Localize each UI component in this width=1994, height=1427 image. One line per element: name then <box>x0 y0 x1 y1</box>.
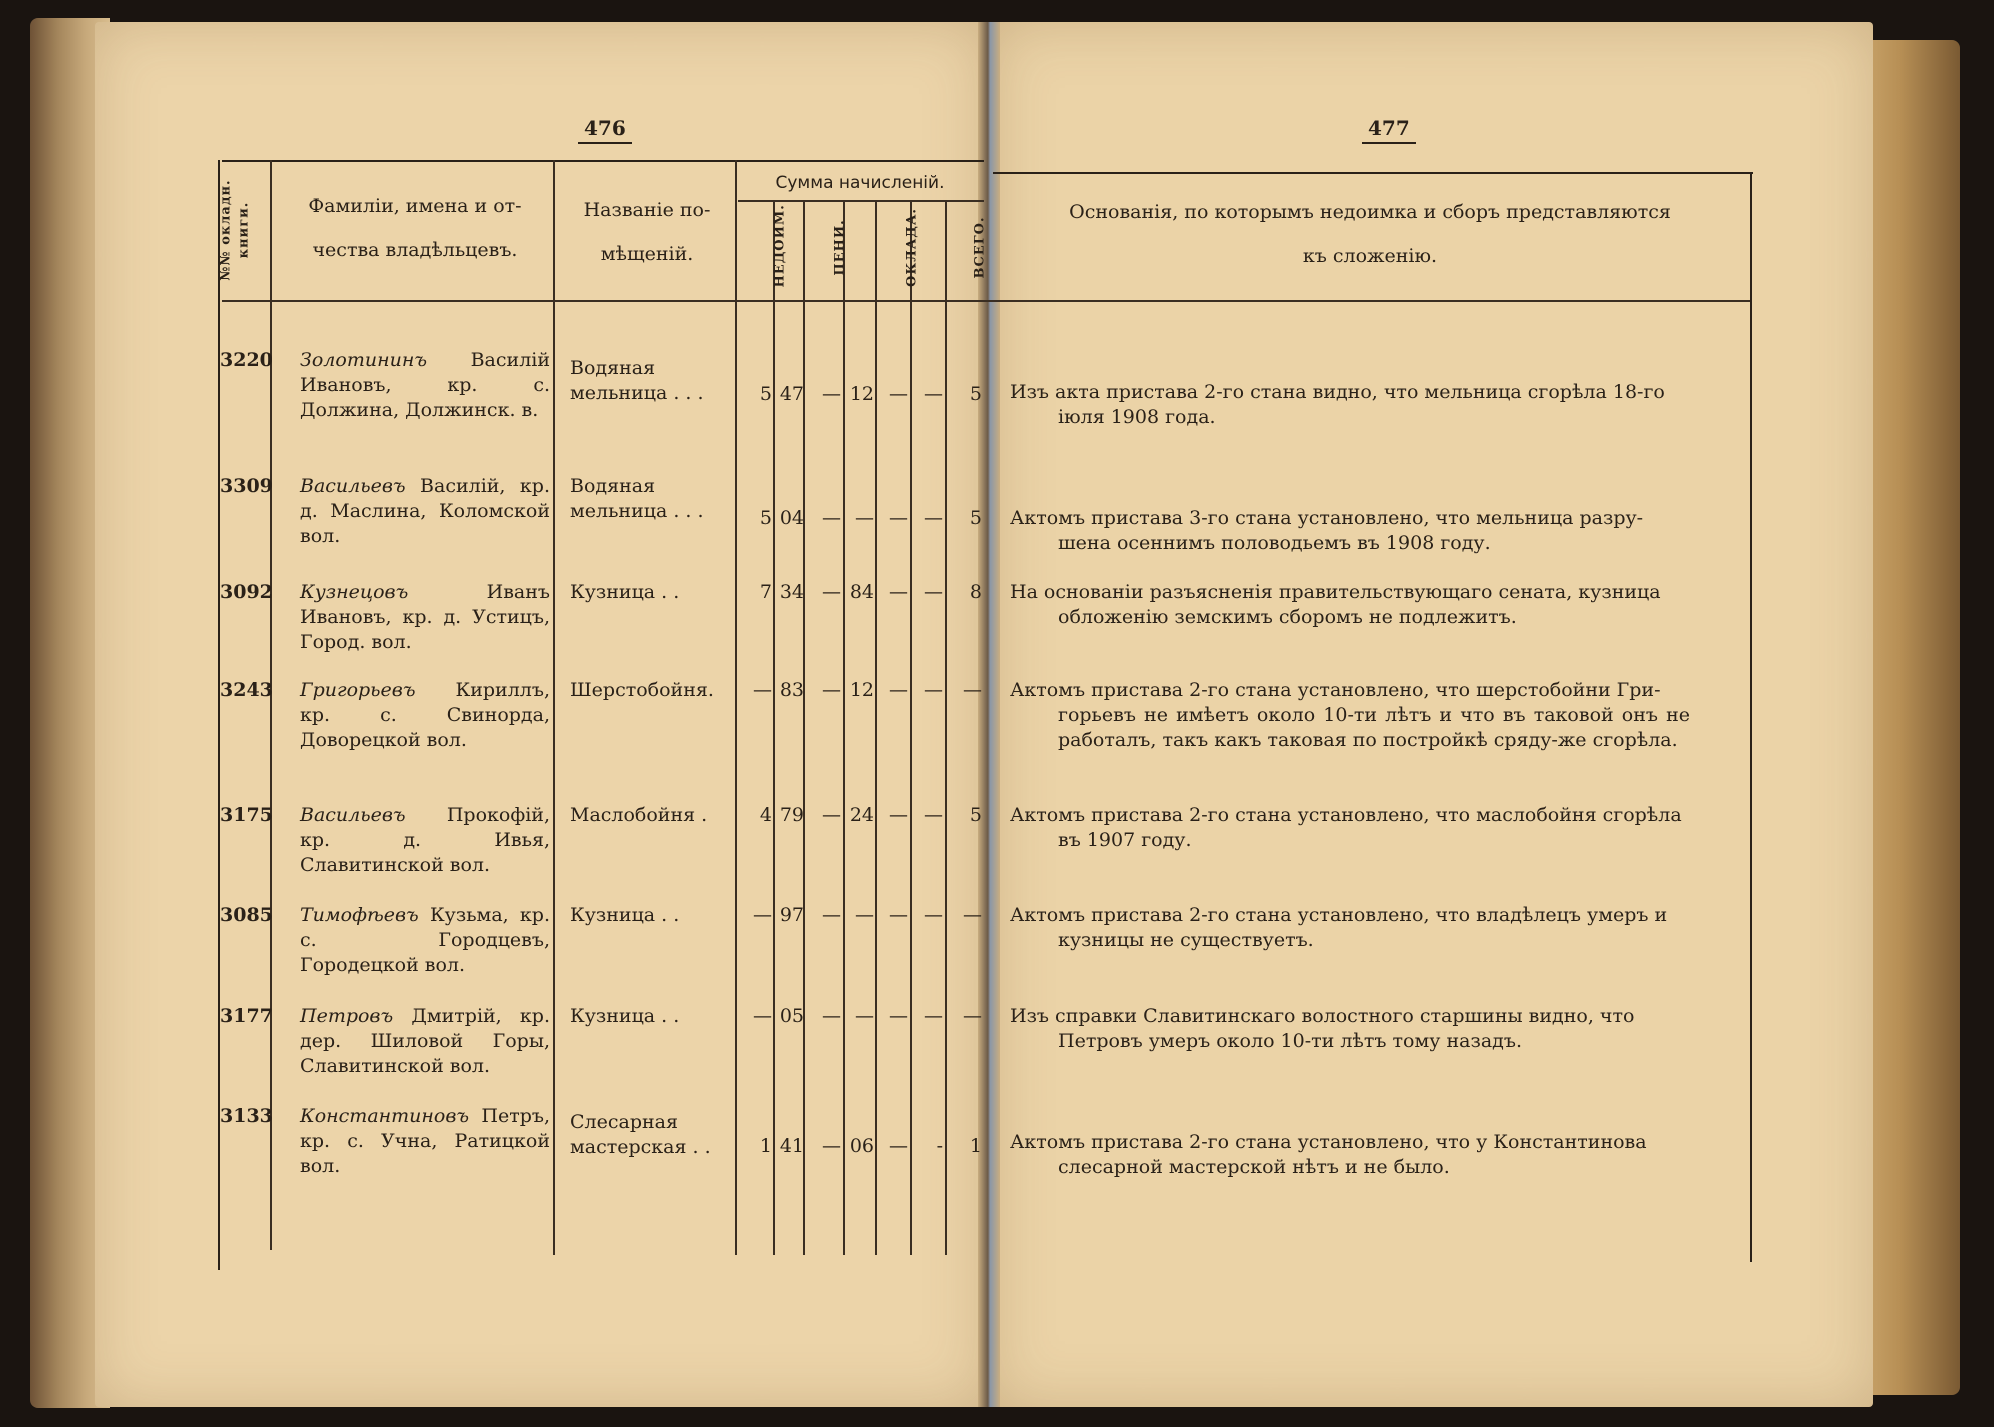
row-owner-surname: Васильевъ <box>300 475 406 497</box>
row-penalties-kop: 12 <box>849 383 874 405</box>
col-rule-salary-mid <box>910 200 912 1255</box>
row-salary-rub: — <box>889 679 908 701</box>
page-number-left: 476 <box>578 116 632 144</box>
row-premises: Водяная мельница . . . <box>570 475 704 522</box>
row-total: 5 <box>969 804 982 826</box>
row-owner <box>300 1004 550 1079</box>
row-basis <box>1010 1004 1690 1054</box>
col-rule-salary <box>945 200 947 1255</box>
row-penalties-kop: — <box>855 507 874 529</box>
row-penalties-rub: — <box>822 804 841 826</box>
header-total: ВСЕГО. <box>972 216 988 279</box>
row-basis-first: Изъ справки Славитинскаго волостного старшины видно, что <box>1010 1005 1635 1027</box>
row-owner-details: Василій, кр. д. Маслина, Коломской вол. <box>300 475 550 547</box>
row-owner-details: Прокофій, кр. д. Ивья, Славитинской вол. <box>300 804 550 876</box>
row-owner-surname: Тимофѣевъ <box>300 904 419 926</box>
row-book-number: 3133 <box>220 1105 273 1127</box>
row-premises: Водяная мельница . . . <box>570 357 704 404</box>
row-owner-surname: Григорьевъ <box>300 679 416 701</box>
row-basis-rest: въ 1907 году. <box>1058 829 1192 851</box>
row-owner <box>300 903 550 978</box>
row-basis <box>1010 1130 1690 1180</box>
page-number-right: 477 <box>1362 116 1416 144</box>
header-owners-line2: чества владѣльцевъ. <box>312 239 518 261</box>
row-total: — <box>963 904 982 926</box>
row-basis <box>1010 580 1690 630</box>
header-bottom-rule <box>222 300 1752 302</box>
row-total: 5 <box>969 507 982 529</box>
row-arrears-kop: 05 <box>779 1005 804 1027</box>
row-owner <box>300 678 550 753</box>
row-total: 1 <box>969 1135 982 1157</box>
row-arrears-rub: 7 <box>759 581 772 603</box>
header-book-number-line1: №№ окладн. <box>218 179 234 281</box>
row-owner <box>300 348 550 423</box>
row-total: 5 <box>969 383 982 405</box>
row-salary-rub: — <box>889 383 908 405</box>
row-owner-surname: Кузнецовъ <box>300 581 409 603</box>
row-arrears-rub: — <box>753 679 772 701</box>
row-salary-rub: — <box>889 507 908 529</box>
row-owner <box>300 1104 550 1179</box>
row-basis-rest: горьевъ не имѣетъ около 10-ти лѣтъ и что въ таковой онъ не работалъ, такъ какъ таковая по постройкѣ сряду-же сгорѣла. <box>1058 704 1690 751</box>
header-premises <box>562 188 732 276</box>
right-page-stack <box>1860 40 1960 1395</box>
row-penalties-kop: 24 <box>849 804 874 826</box>
row-penalties-kop: 06 <box>849 1135 874 1157</box>
header-basis-line1: Основанія, по которымъ недоимка и сборъ представляются <box>1069 201 1671 223</box>
row-penalties-rub: — <box>822 581 841 603</box>
row-book-number: 3177 <box>220 1005 273 1027</box>
row-salary-kop: — <box>924 383 943 405</box>
header-salary: ОКЛАДА. <box>904 208 920 287</box>
row-penalties-rub: — <box>822 507 841 529</box>
col-rule-penalties <box>875 200 877 1255</box>
row-arrears-kop: 41 <box>779 1135 804 1157</box>
col-rule-arrears <box>803 200 805 1255</box>
row-premises: Слесарная мастерская . . <box>570 1111 711 1158</box>
table-right-border <box>1750 172 1752 1262</box>
row-owner <box>300 580 550 655</box>
row-penalties-rub: — <box>822 904 841 926</box>
row-owner-details: Дмитрій, кр. дер. Шиловой Горы, Славитинской вол. <box>300 1005 550 1077</box>
row-total: — <box>963 1005 982 1027</box>
row-arrears-rub: 1 <box>759 1135 772 1157</box>
row-owner-surname: Константиновъ <box>300 1105 470 1127</box>
row-owner-details: Василій Ивановъ, кр. с. Должина, Должинск. в. <box>300 349 550 421</box>
row-book-number: 3085 <box>220 904 273 926</box>
header-owners-line1: Фамиліи, имена и от- <box>308 195 522 217</box>
row-salary-kop: — <box>924 507 943 529</box>
table-top-rule-right <box>993 172 1753 174</box>
header-arrears: НЕДОИМ. <box>772 204 788 288</box>
row-penalties-kop: — <box>855 904 874 926</box>
row-book-number: 3243 <box>220 679 273 701</box>
row-basis-rest: іюля 1908 года. <box>1058 406 1216 428</box>
row-arrears-rub: — <box>753 1005 772 1027</box>
row-arrears-rub: — <box>753 904 772 926</box>
row-penalties-kop: — <box>855 1005 874 1027</box>
col-rule-arrears-mid <box>773 200 775 1255</box>
row-basis <box>1010 678 1690 753</box>
row-book-number: 3220 <box>220 349 273 371</box>
col-rule-premises <box>735 160 737 1255</box>
row-basis-rest: Петровъ умеръ около 10-ти лѣтъ тому назадъ. <box>1058 1030 1522 1052</box>
row-basis-rest: слесарной мастерской нѣтъ и не было. <box>1058 1156 1450 1178</box>
row-basis <box>1010 506 1690 556</box>
row-owner-details: Иванъ Ивановъ, кр. д. Устицъ, Город. вол. <box>300 581 550 653</box>
row-salary-kop: — <box>924 581 943 603</box>
row-book-number: 3175 <box>220 804 273 826</box>
row-salary-kop: — <box>924 1005 943 1027</box>
row-basis-first: Актомъ пристава 2-го стана установлено, что шерстобойни Гри- <box>1010 679 1661 701</box>
row-salary-kop: — <box>924 904 943 926</box>
header-sum-title: Сумма начисленій. <box>775 173 945 193</box>
row-basis-rest: шена осеннимъ половодьемъ въ 1908 году. <box>1058 532 1491 554</box>
row-arrears-kop: 79 <box>779 804 804 826</box>
header-basis-line2: къ сложенію. <box>1302 245 1438 267</box>
row-book-number: 3092 <box>220 581 273 603</box>
row-owner-surname: Золотининъ <box>300 349 427 371</box>
row-arrears-rub: 5 <box>759 507 772 529</box>
header-book-number-line2: книги. <box>236 201 252 259</box>
header-premises-line2: мѣщеній. <box>600 243 694 265</box>
row-arrears-kop: 04 <box>779 507 804 529</box>
row-salary-rub: — <box>889 1135 908 1157</box>
row-arrears-rub: 4 <box>759 804 772 826</box>
row-basis-first: Изъ акта пристава 2-го стана видно, что мельница сгорѣла 18-го <box>1010 381 1665 403</box>
row-penalties-rub: — <box>822 679 841 701</box>
col-rule-num <box>270 160 272 1250</box>
row-total: — <box>963 679 982 701</box>
row-owner-details: Петръ, кр. с. Учна, Ратицкой вол. <box>300 1105 550 1177</box>
header-book-number <box>218 173 254 288</box>
row-book-number: 3309 <box>220 475 273 497</box>
row-salary-rub: — <box>889 581 908 603</box>
row-salary-kop: - <box>936 1135 943 1157</box>
row-penalties-kop: 84 <box>849 581 874 603</box>
row-basis <box>1010 803 1690 853</box>
header-owners <box>285 184 545 272</box>
row-basis <box>1010 903 1690 953</box>
row-basis-rest: кузницы не существуетъ. <box>1058 929 1314 951</box>
row-owner-surname: Васильевъ <box>300 804 406 826</box>
row-salary-rub: — <box>889 804 908 826</box>
col-rule-penalties-mid <box>843 200 845 1255</box>
row-basis-rest: обложенію земскимъ сборомъ не подлежитъ. <box>1058 606 1517 628</box>
row-arrears-rub: 5 <box>759 383 772 405</box>
row-salary-rub: — <box>889 1005 908 1027</box>
row-premises: Маслобойня . <box>570 804 708 826</box>
row-owner-surname: Петровъ <box>300 1005 394 1027</box>
header-basis <box>1010 190 1730 278</box>
row-salary-kop: — <box>924 679 943 701</box>
row-owner <box>300 803 550 878</box>
row-basis-first: Актомъ пристава 2-го стана установлено, что у Константинова <box>1010 1131 1647 1153</box>
row-total: 8 <box>969 581 982 603</box>
header-premises-line1: Названіе по- <box>583 199 711 221</box>
row-penalties-kop: 12 <box>849 679 874 701</box>
row-premises: Кузница . . <box>570 904 680 926</box>
col-rule-owner <box>553 160 555 1255</box>
row-basis <box>1010 380 1690 430</box>
row-arrears-kop: 47 <box>779 383 804 405</box>
row-penalties-rub: — <box>822 383 841 405</box>
row-owner <box>300 474 550 549</box>
row-penalties-rub: — <box>822 1005 841 1027</box>
row-salary-rub: — <box>889 904 908 926</box>
row-arrears-kop: 97 <box>779 904 804 926</box>
header-penalties: ПЕНИ. <box>832 219 848 276</box>
row-premises: Кузница . . <box>570 581 680 603</box>
row-basis-first: Актомъ пристава 2-го стана установлено, что маслобойня сгорѣла <box>1010 804 1682 826</box>
row-arrears-kop: 83 <box>779 679 804 701</box>
row-salary-kop: — <box>924 804 943 826</box>
row-premises: Кузница . . <box>570 1005 680 1027</box>
row-owner-details: Кириллъ, кр. с. Свинорда, Доворецкой вол. <box>300 679 550 751</box>
row-penalties-rub: — <box>822 1135 841 1157</box>
row-basis-first: На основаніи разъясненія правительствующаго сената, кузница <box>1010 581 1661 603</box>
table-top-rule-left <box>222 160 984 162</box>
row-basis-first: Актомъ пристава 3-го стана установлено, что мельница разру- <box>1010 507 1644 529</box>
row-arrears-kop: 34 <box>779 581 804 603</box>
row-basis-first: Актомъ пристава 2-го стана установлено, что владѣлецъ умеръ и <box>1010 904 1668 926</box>
row-premises: Шерстобойня. <box>570 679 714 701</box>
row-owner-details: Кузьма, кр. с. Городцевъ, Городецкой вол. <box>300 904 550 976</box>
